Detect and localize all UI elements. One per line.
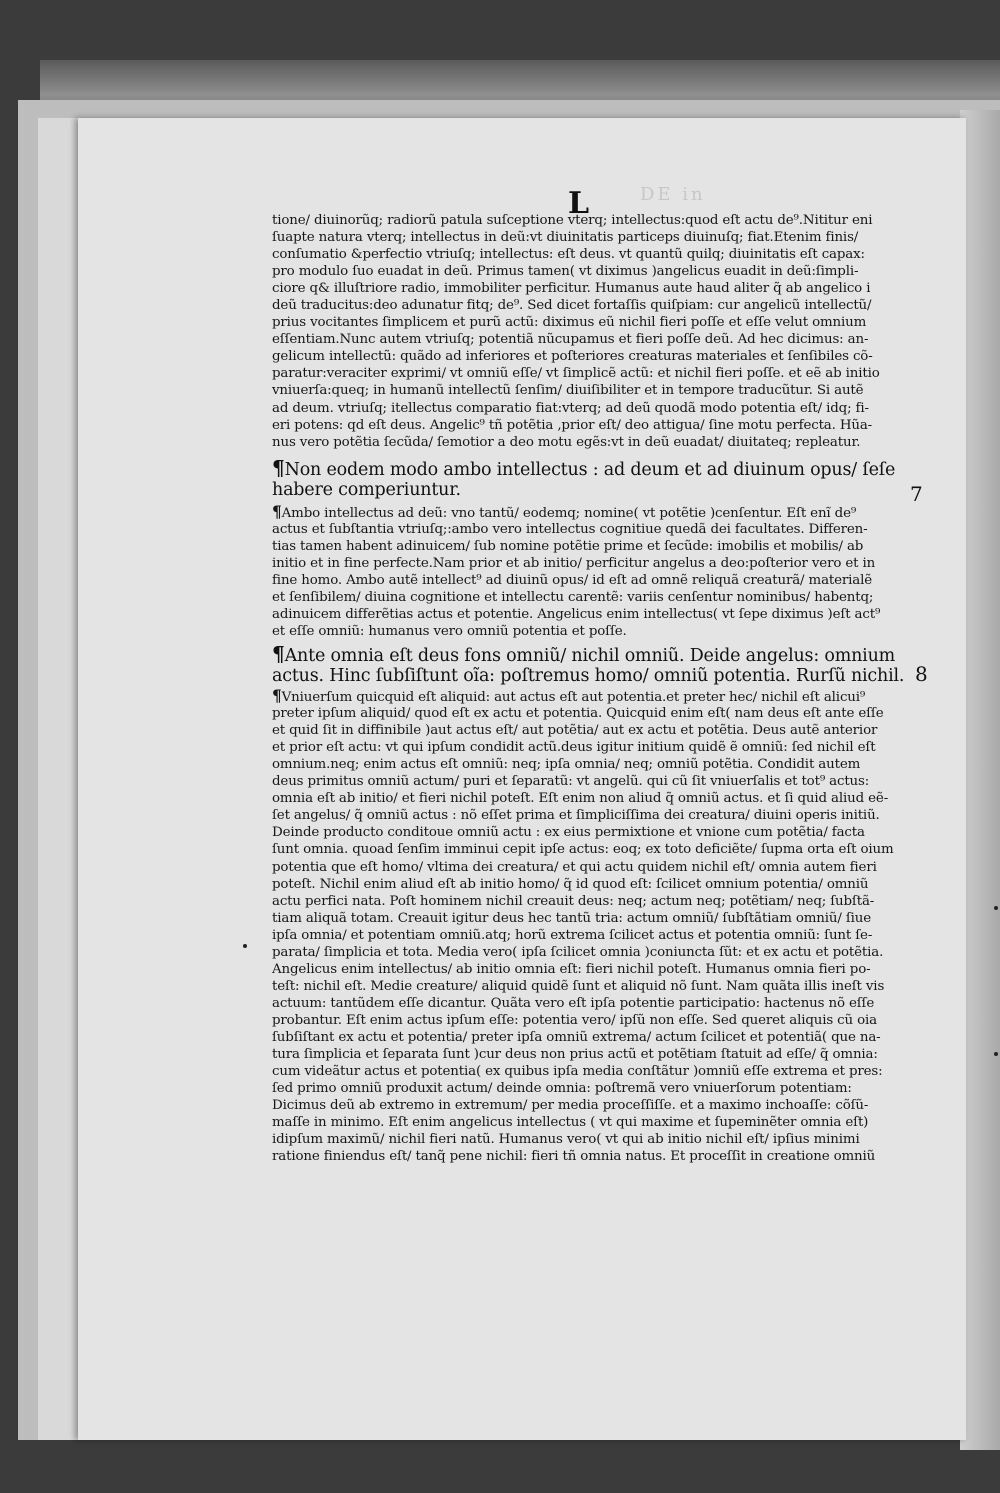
text-line: et eſſe omniũ: humanus vero omniũ potentia et poſſe. [272,623,627,639]
text-line: omnia eſt ab initio/ et fieri nichil poteſt. Eſt enim non aliud q̃ omniũ actus. et ſi quid aliud eẽ‑ [272,791,889,807]
text-line: tione/ diuinorũq; radiorũ patula suſceptione vterq; intellectus:quod eſt actu de⁹.Nititur eni [272,213,873,228]
text-line: probantur. Eſt enim actus ipſum eſſe: potentia vero/ ipſũ non eſſe. Sed queret aliquis cũ oia [272,1012,877,1028]
text-line: potentia que eſt homo/ vltima dei creatura/ et qui actu quidem nichil eſt/ omnia autem fieri [272,859,877,875]
heading-line [272,457,912,479]
text-line: paratur:veraciter exprimi/ vt omniũ eſſe/ vt ſimplicẽ actũ: et nichil fieri poſſe. et eẽ ab initio [272,366,880,382]
text-line: adinuicem differẽtias actus et potentie. Angelicus enim intellectus( vt ſepe diximus )eſt act⁹ [272,606,881,622]
text-line: ſet angelus/ q̃ omniũ actus : nõ eſſet prima et ſimpliciſſima dei creatura/ diuini operis initiũ. [272,808,880,824]
ink-speck [243,944,247,948]
text-line [272,504,912,521]
text-line: actus et ſubſtantia vtriuſq;:ambo vero intellectus cognitiue quedã dei facultates. Differen‑ [272,521,868,537]
text-line: prius vocitantes ſimplicem et purũ actũ: diximus eũ nichil fieri poſſe et eſſe velut omnium [272,315,867,331]
paragraph-mark-icon: ¶ [272,643,285,666]
margin-number-8: 8 [915,662,928,686]
text-line: et prior eſt actu: vt qui ipſum condidit actũ.deus igitur initium quidẽ ẽ omniũ: ſed nichil eſt [272,740,876,756]
paragraph-1 [272,212,912,451]
facing-page-mark [994,906,998,910]
facing-page-mark [994,1052,998,1056]
folio-signature: L [568,186,590,221]
heading-2 [272,643,912,687]
heading-line: actus. Hinc ſubſiſtunt oĩa: poſtremus homo/ omniũ potentia. Rurſũ nichil. [272,666,905,687]
text-line: teſt: nichil eſt. Medie creature/ aliquid quidẽ ſunt et aliquid nõ ſunt. Nam quãta illis ineſt vis [272,978,885,994]
text-line: pro modulo ſuo euadat in deũ. Primus tamen( vt diximus )angelicus euadit in deũ:ſimpli‑ [272,264,859,280]
text-line: fine homo. Ambo autẽ intellect⁹ ad diuinũ opus/ id eſt ad omnẽ reliquã creaturã/ materialẽ [272,572,873,588]
text-line: ipſa omnia/ et potentiam omniũ.atq; horũ extrema ſcilicet actus et potentia omniũ: ſunt ſe‑ [272,927,873,943]
heading-1 [272,457,912,501]
text-line: et ſenſibilem/ diuina cognitione et intellectu carentẽ: variis cenſentur nominibus/ habentq; [272,589,874,605]
heading-line: habere comperiuntur. [272,479,461,500]
text-line: deus primitus omniũ actum/ puri et ſeparatũ: vt angelũ. qui cũ ſit vniuerſalis et tot⁹ actus: [272,774,870,790]
text-line: actuum: tantũdem eſſe dicantur. Quãta vero eſt ipſa potentie participatio: hactenus nõ eſſe [272,995,875,1011]
text-line: initio et in fine perfecte.Nam prior et ab initio/ perficitur angelus a deo:poſterior vero et in [272,555,876,571]
text-line: tiam aliquã totam. Creauit igitur deus hec tantũ tria: actum omniũ/ ſubſtãtiam omniũ/ ſiue [272,910,872,926]
text-line: tias tamen habent adinuicem/ ſub nomine potẽtie prime et ſecũde: imobilis et mobilis/ ab [272,538,864,554]
paragraph-3 [272,688,912,1165]
show-through-text: DE in [640,184,706,205]
text-line: Deinde producto conditoue omniũ actu : ex eius permixtione et vnione cum potẽtia/ facta [272,825,865,841]
heading-line [272,643,912,665]
text-line: actu perfici nata. Poſt hominem nichil creauit deus: neq; actum neq; potẽtiam/ neq; ſubſtã‑ [272,893,875,909]
text-line: eſſentiam.Nunc autem vtriuſq; potentiã nũcupamus et fieri poſſe deũ. Ad hec dicimus: an‑ [272,332,869,348]
text-line: ſed primo omniũ produxit actum/ deinde omnia: poſtremã vero vniuerſorum potentiam: [272,1081,852,1097]
text-line: cum videãtur actus et potentia( ex quibus ipſa media conſtãtur )omniũ eſſe extrema et pres: [272,1064,883,1080]
facing-page-edge [960,110,1000,1450]
text-line: poteſt. Nichil enim aliud eſt ab initio homo/ q̃ id quod eſt: ſcilicet omnium potentia/ omniũ [272,876,869,892]
line-text: Non eodem modo ambo intellectus : ad deum et ad diuinum opus/ ſeſe [284,459,896,479]
line-text: Ante omnia eſt deus fons omniũ/ nichil omniũ. Deide angelus: omnium [284,646,896,666]
text-line: ſubſiſtant ex actu et potentia/ preter ipſa omniũ extrema/ actum ſcilicet et potentiã( que na‑ [272,1029,881,1045]
margin-number-7: 7 [910,482,923,506]
text-block [272,212,912,1165]
line-text: Ambo intellectus ad deũ: vno tantũ/ eodemq; nomine( vt potẽtie )cenſentur. Eſt enĩ de⁹ [281,505,857,521]
text-line: ſunt omnia. quoad ſenſim imminui cepit ipſe actus: eoq; ex toto deficiẽte/ ſupma orta eſt oium [272,842,894,858]
text-line: ciore q& illuſtriore radio, immobiliter perficitur. Humanus aute haud aliter q̃ ab angelico i [272,281,871,297]
text-line: nus vero potẽtia ſecũda/ ſemotior a deo motu egẽs:vt in deũ euadat/ diuitateq; repleatur. [272,434,861,450]
text-line: conſumatio &perfectio vtriuſq; intellectus: eſt deus. vt quantũ quilq; diuinitatis eſt capax: [272,247,865,263]
text-line: eri potens: qd eſt deus. Angelic⁹ tñ potẽtia ,prior eſt/ deo attigua/ ſine motu perfecta. Hũa‑ [272,417,873,433]
paragraph-mark-icon: ¶ [272,456,285,479]
text-line: maſſe in minimo. Eſt enim angelicus intellectus ( vt qui maxime et ſupeminẽter omnia eſt) [272,1115,869,1131]
text-line: preter ipſum aliquid/ quod eſt ex actu et potentia. Quicquid enim eſt( nam deus eſt ante eſſe [272,706,884,722]
line-text: Vniuerſum quicquid eſt aliquid: aut actus eſt aut potentia.et preter hec/ nichil eſt alicui⁹ [281,690,866,706]
text-line: ratione finiendus eſt/ tanq̃ pene nichil: fieri tñ omnia natus. Et proceſſit in creatione omniũ [272,1149,876,1165]
text-line: vniuerſa:queq; in humanũ intellectũ ſenſim/ diuiſibiliter et in tempore traducũtur. Si autẽ [272,383,864,399]
paragraph-mark-icon: ¶ [272,688,282,706]
text-line: tura ſimplicia et ſeparata ſunt )cur deus non prius actũ et potẽtiam ſtatuit ad eſſe/ q̃ omnia: [272,1047,878,1063]
text-line: Angelicus enim intellectus/ ab initio omnia eſt: fieri nichil poteſt. Humanus omnia fieri po‑ [272,961,871,977]
text-line [272,688,912,705]
paragraph-2 [272,504,912,640]
text-line: parata/ ſimplicia et tota. Media vero( ipſa ſcilicet omnia )coniuncta ſũt: et ex actu et potẽtia. [272,944,884,960]
text-line: gelicum intellectũ: quãdo ad inferiores et poſteriores creaturas materiales et ſenſibiles cõ‑ [272,349,873,365]
text-line: omnium.neq; enim actus eſt omniũ: neq; ipſa omnia/ neq; omniũ potẽtia. Condidit autem [272,757,861,773]
paragraph-mark-icon: ¶ [272,503,282,521]
text-line: Dicimus deũ ab extremo in extremum/ per media proceſſiſſe. et a maximo inchoaſſe: cõſũ‑ [272,1098,869,1114]
text-line: ſuapte natura vterq; intellectus in deũ:vt diuinitatis particeps diuinuſq; fiat.Etenim finis/ [272,230,859,246]
text-line: et quid ſit in diffinibile )aut actus eſt/ aut potẽtia/ aut ex actu et potẽtia. Deus autẽ anterior [272,723,878,739]
text-line: ad deum. vtriuſq; itellectus comparatio fiat:vterq; ad deũ quodã modo potentia eſt/ idq; fi‑ [272,400,869,416]
text-line: idipſum maximũ/ nichil fieri natũ. Humanus vero( vt qui ab initio nichil eſt/ ipſius minimi [272,1132,860,1148]
text-line: deũ traducitus:deo adunatur fitq; de⁹. Sed dicet fortaſſis quiſpiam: cur angelicũ intellectũ/ [272,298,872,314]
